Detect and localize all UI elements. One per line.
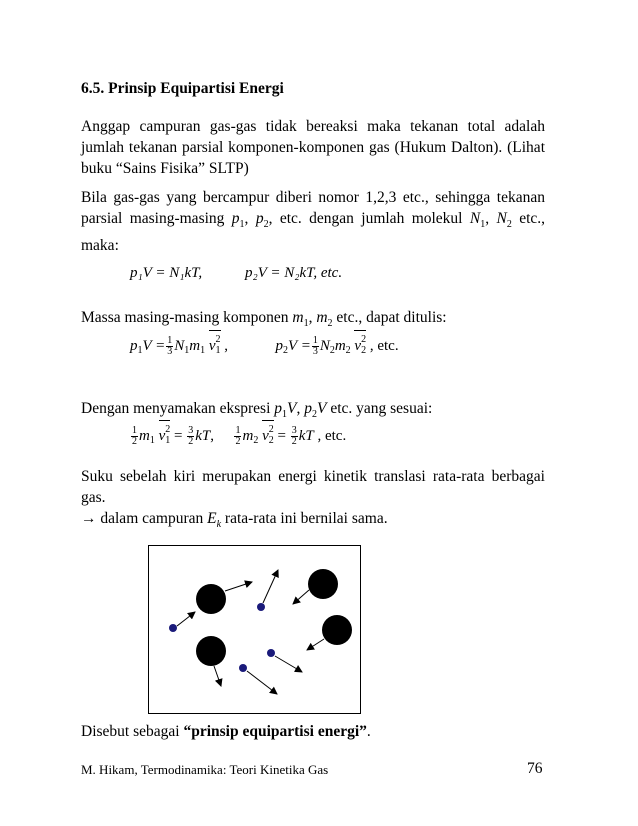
small-molecule — [257, 603, 265, 611]
paragraph-kinetic-energy: Suku sebelah kiri merupakan energi kinetik translasi rata-rata berbagai gas. — [81, 468, 545, 506]
N-symbol: N — [319, 338, 330, 354]
paragraph-ek-equal — [81, 508, 551, 535]
equation-ideal-gas-2: p₂V = N₂kT, etc. — [245, 265, 343, 281]
p-symbol: p — [304, 400, 312, 417]
V-symbol: V — [316, 400, 327, 417]
para3-end: etc., dapat ditulis: — [332, 309, 447, 326]
mean-square-v2 — [262, 424, 274, 446]
fraction-one-third — [166, 336, 173, 357]
m1-symbol: m — [292, 309, 304, 326]
N-symbol: N — [174, 338, 185, 354]
subscript: 2 — [361, 345, 367, 356]
kT-symbol: kT — [298, 428, 314, 444]
comma: , — [485, 210, 497, 227]
tail-etc: , etc. — [317, 428, 347, 444]
fraction-one-third — [312, 336, 319, 357]
comma: , — [308, 309, 317, 326]
small-molecule — [169, 624, 177, 632]
page-number: 76 — [527, 760, 543, 777]
equals-sign: = — [277, 428, 286, 444]
para7-end: . — [366, 723, 371, 740]
v-symbol: v — [208, 338, 216, 354]
mean-square-v2 — [354, 334, 366, 356]
arrow-icon: → — [81, 510, 97, 527]
footer-author-title: M. Hikam, Termodinamika: Teori Kinetika Gas — [81, 762, 329, 777]
v-symbol: v — [354, 338, 362, 354]
N2-symbol: N — [496, 210, 507, 227]
frac-den: 3 — [312, 346, 318, 358]
mean-square-v1 — [209, 334, 221, 356]
para6-text: dalam campuran — [96, 510, 208, 527]
fraction-three-halves — [187, 426, 194, 447]
small-molecule — [239, 664, 247, 672]
para7-text: Disebut sebagai — [81, 723, 184, 740]
frac-num: 1 — [235, 425, 241, 437]
paragraph-equating — [81, 398, 551, 425]
para4-text: Dengan menyamakan ekspresi — [81, 400, 271, 417]
velocity-arrow — [214, 666, 221, 686]
separator: , — [224, 338, 229, 354]
p-symbol: p — [130, 338, 138, 354]
m-symbol: m — [334, 338, 346, 354]
velocity-arrow — [307, 639, 324, 650]
velocity-arrow — [275, 656, 302, 672]
N2-sub: 2 — [506, 219, 512, 231]
para2-text: Bila gas-gas yang bercampur diberi nomor 1,2,3 etc., sehingga tekanan parsial masing-masing — [81, 189, 545, 227]
para2-end: etc., maka: — [81, 210, 546, 255]
subscript: 1 — [200, 345, 206, 356]
superscript: 2 — [215, 334, 221, 345]
frac-den: 2 — [291, 436, 297, 448]
frac-num: 1 — [167, 335, 173, 347]
p2-sub: 2 — [263, 219, 269, 231]
v-symbol: v — [158, 428, 166, 444]
equation-equipartition — [130, 424, 346, 447]
mean-square-v1 — [159, 424, 171, 446]
equation-pressure-velocity — [130, 334, 399, 357]
paragraph-partial-pressures — [81, 187, 545, 256]
subscript: 2 — [311, 409, 317, 421]
frac-den: 2 — [132, 436, 137, 448]
large-molecule — [196, 584, 226, 614]
V-symbol: V — [287, 400, 297, 417]
superscript: 2 — [268, 424, 274, 435]
p-symbol: p — [274, 400, 283, 417]
subscript: 1 — [149, 435, 155, 446]
principle-name: “prinsip equipartisi energi” — [183, 723, 367, 740]
frac-den: 2 — [235, 436, 241, 448]
fraction-one-half — [234, 426, 241, 447]
m-symbol: m — [139, 428, 150, 444]
superscript: 2 — [361, 334, 367, 345]
subscript: 1 — [165, 435, 171, 446]
para4-end: etc. yang sesuai: — [326, 400, 433, 417]
paragraph-principle-name — [81, 721, 551, 742]
subscript: 1 — [184, 345, 190, 356]
para6-end: rata-rata ini bernilai sama. — [221, 510, 388, 527]
para3-text: Massa masing-masing komponen — [81, 309, 289, 326]
comma: , — [244, 210, 256, 227]
frac-den: 2 — [188, 436, 194, 448]
subscript: 2 — [283, 345, 289, 356]
m2-symbol: m — [316, 309, 328, 326]
gas-mixture-figure — [148, 545, 361, 714]
para2-mid: , etc. dengan jumlah molekul — [268, 210, 463, 227]
p-symbol: p — [275, 338, 284, 354]
N1-sub: 1 — [480, 219, 486, 231]
m-symbol: m — [242, 428, 254, 444]
equals-sign: = — [174, 428, 183, 444]
subscript: 1 — [215, 345, 221, 356]
subscript: 2 — [329, 345, 335, 356]
m2-sub: 2 — [327, 318, 333, 330]
molecules-diagram — [149, 546, 360, 713]
separator: , — [210, 428, 214, 444]
frac-num: 3 — [188, 425, 194, 437]
p1-symbol: p — [231, 210, 240, 227]
tail-etc: , etc. — [369, 338, 399, 354]
equation-ideal-gas-1: p₁V = N₁kT, — [130, 265, 203, 281]
large-molecule — [308, 569, 338, 599]
large-molecule — [196, 636, 226, 666]
subscript: 2 — [253, 435, 259, 446]
fraction-one-half — [131, 426, 138, 447]
frac-num: 3 — [291, 425, 297, 437]
section-heading: 6.5. Prinsip Equipartisi Energi — [81, 80, 284, 97]
subscript: 2 — [345, 345, 351, 356]
m-symbol: m — [189, 338, 201, 354]
velocity-arrow — [177, 612, 195, 626]
large-molecule — [322, 615, 352, 645]
superscript: 2 — [165, 424, 171, 435]
V-equals: V = — [142, 338, 166, 354]
frac-num: 1 — [312, 335, 318, 347]
v-symbol: v — [262, 428, 269, 444]
p1-sub: 1 — [239, 219, 245, 231]
subscript: 1 — [137, 345, 143, 356]
velocity-arrow — [247, 671, 277, 694]
E-symbol: E — [207, 510, 217, 527]
velocity-arrow — [225, 582, 252, 591]
comma: , — [296, 400, 305, 417]
paragraph-masses — [81, 307, 551, 334]
velocity-arrow — [263, 570, 278, 603]
velocity-arrow — [293, 590, 309, 604]
paragraph-dalton: Anggap campuran gas-gas tidak bereaksi maka tekanan total adalah jumlah tekanan parsial komponen-komponen gas (Hukum Dalton). (Lihat buku “Sains Fisika” SLTP) — [81, 118, 545, 177]
frac-num: 1 — [132, 425, 137, 437]
N1-symbol: N — [469, 210, 481, 227]
m1-sub: 1 — [303, 318, 309, 330]
p2-symbol: p — [255, 210, 264, 227]
subscript: 1 — [282, 409, 288, 421]
subscript: 2 — [268, 435, 274, 446]
kT-symbol: kT — [195, 428, 211, 444]
frac-den: 3 — [167, 346, 173, 358]
small-molecule — [267, 649, 275, 657]
fraction-three-halves — [291, 426, 298, 447]
subscript: k — [216, 519, 222, 531]
V-equals: V = — [288, 338, 311, 354]
